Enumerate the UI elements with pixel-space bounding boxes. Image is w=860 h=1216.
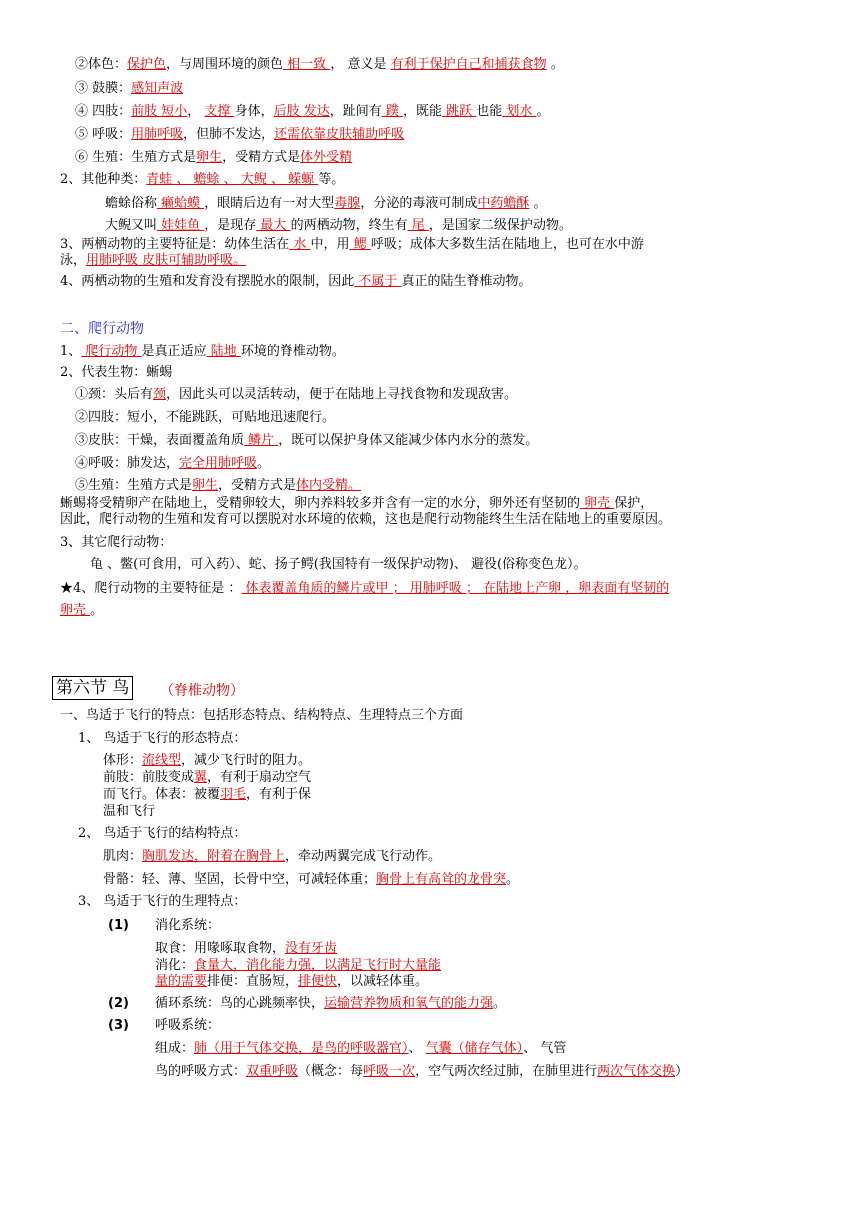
body-text: 2、代表生物：蜥蜴 [60,365,173,380]
body-text: ③皮肤：干燥，表面覆盖角质 [75,433,245,448]
body-text: ④呼吸：肺发达， [75,456,180,471]
body-text: 蜥蜴将受精卵产在陆地上，受精卵较大，卵内养料较多并含有一定的水分，卵外还有坚韧的 [60,496,581,511]
body-text: 保护， [614,496,654,511]
body-text: 等。 [318,172,345,187]
answer-text: 双重呼吸 [246,1064,299,1079]
body-text: ，既能 [403,104,443,119]
text-line [105,196,546,212]
text-line [60,365,172,381]
answer-text: 两次气体交换 [597,1064,676,1079]
list-number: (3) [108,1018,129,1033]
answer-text: 支撑 [204,104,235,119]
body-text: （概念：每 [298,1064,364,1079]
text-line [75,387,517,403]
answer-text: 排便快 [298,974,338,989]
answer-text: 量的需要 [155,974,208,989]
body-text: 。 [546,57,564,72]
body-text: 温和飞行 [103,804,156,819]
body-text: ，以减轻体重。 [337,974,429,989]
body-text: 3、两栖动物的主要特征是：幼体生活在 [60,237,290,252]
body-text: ③ 鼓膜： [75,81,132,96]
body-text: 、 气管 [523,1041,567,1056]
body-text: ，与周围环境的颜色 [166,57,284,72]
answer-text: 卵生 [196,150,223,165]
body-text: 一、鸟适于飞行的特点：包括形态特点、结构特点、生理特点三个方面 [60,708,464,723]
body-text: 3、 鸟适于飞行的生理特点： [78,894,247,909]
list-number: (1) [108,918,129,933]
answer-text: 爬行动物 [81,344,142,359]
text-line [90,557,587,573]
body-text: ，趾间有 [329,104,382,119]
body-text: ） [675,1064,689,1079]
text-line [103,753,311,769]
text-line [103,770,311,786]
body-text: 的两栖动物，终生有 [290,218,408,233]
answer-text: 呼吸一次 [363,1064,416,1079]
body-text: ②体色： [75,57,128,72]
text-line [155,996,506,1012]
body-text: 骨骼：轻、薄、坚固，长骨中空，可减轻体重； [103,872,377,887]
body-text: 组成： [155,1041,195,1056]
text-line [155,1018,220,1034]
body-text: ，牵动两翼完成飞行动作。 [285,849,442,864]
body-text: 4、两栖动物的生殖和发育没有摆脱水的限制，因此 [60,274,355,289]
body-text: 身体， [234,104,274,119]
body-text: ，因此头可以灵活转动，便于在陆地上寻找食物和发现敌害。 [166,387,518,402]
text-line [75,57,564,73]
body-text: ②四肢：短小，不能跳跃，可贴地迅速爬行。 [75,410,336,425]
text-line [60,496,653,512]
body-text: 鸟的呼吸方式： [155,1064,247,1079]
body-text: 3、其它爬行动物： [60,535,173,550]
answer-text: 胸骨上有高耸的龙骨突 [376,872,507,887]
body-text: ，眼睛后边有一对大型 [204,196,335,211]
body-text: ，空气两次经过肺，在肺里进行 [415,1064,598,1079]
body-text: 是真正适应 [141,344,207,359]
body-text: 因此，爬行动物的生殖和发育可以摆脱对水环境的依赖，这也是爬行动物能终生生活在陆地上的重要原因。 [60,512,672,527]
answer-text: 完全用肺呼吸 [179,456,258,471]
answer-text: 体表覆盖角质的鳞片或甲 ； 用肺呼吸 ； 在陆地上产卵 ，卵表面有坚韧的 [241,581,670,596]
answer-text: 鳃 [349,237,371,252]
answer-text: 中药蟾酥 [477,196,530,211]
answer-text: 跳跃 [442,104,477,119]
text-line [60,581,669,597]
body-text: 。 [493,996,507,1011]
answer-text: 用肺呼吸 [131,127,184,142]
answer-text: 后肢 发达 [273,104,330,119]
text-line [155,918,220,934]
body-text: ，既可以保护身体又能减少体内水分的蒸发。 [278,433,539,448]
text-line [103,804,155,820]
answer-text: 食量大，消化能力强，以满足飞行时大量能 [194,958,442,973]
text-line [75,433,538,449]
body-text: 2、其他种类： [60,172,147,187]
text-line [60,274,532,290]
answer-text: 没有牙齿 [285,941,338,956]
answer-text: 气囊（储存气体） [425,1041,524,1056]
text-line [103,849,441,865]
text-line [60,237,644,253]
body-text: ①颈：头后有 [75,387,154,402]
text-line [78,826,246,842]
body-text: ，受精方式是 [222,150,301,165]
chapter-subtitle: （脊椎动物） [160,683,244,699]
body-text: 呼吸；成体大多数生活在陆地上，也可在水中游 [370,237,644,252]
body-text: 1、 鸟适于飞行的形态特点： [78,731,247,746]
body-text: 取食：用喙啄取食物， [155,941,286,956]
body-text: ⑤ 呼吸： [75,127,132,142]
body-text: 肌肉： [103,849,143,864]
body-text: 大鲵又叫 [105,218,158,233]
answer-text: 肺（用于气体交换，是鸟的呼吸器官） [194,1041,409,1056]
answer-text: 有利于保护自己和捕获食物 [390,57,547,72]
text-line [105,218,572,234]
body-text: ④ 四肢： [75,104,132,119]
body-text: 也能 [476,104,503,119]
answer-text: 最大 [256,218,291,233]
answer-text: 流线型 [142,753,182,768]
list-number: (2) [108,996,129,1011]
body-text: 消化： [155,958,195,973]
text-line [60,535,172,551]
body-text: ，是现存 [204,218,257,233]
answer-text: 青蛙 、 蟾蜍 、 大鲵 、 蝾螈 [146,172,319,187]
answer-text: 翼 [194,770,208,785]
body-text: ，但肺不发达， [183,127,275,142]
text-line [155,941,337,957]
text-line [75,456,270,472]
body-text: 泳， [60,253,87,268]
text-line [155,1064,688,1080]
text-line [75,150,352,166]
body-text: 体形： [103,753,143,768]
answer-text: 用肺呼吸 皮肤可辅助呼吸。 [86,253,247,268]
section-heading-reptiles: 二、爬行动物 [60,321,144,337]
answer-text: 陆地 [206,344,241,359]
body-text: 。 [257,456,271,471]
chapter-title-box: 第六节 鸟 [52,676,133,700]
answer-text: 体外受精 [300,150,353,165]
body-text: 。 [90,603,104,618]
text-line [75,410,335,426]
text-line [75,127,404,143]
answer-text: 感知声波 [131,81,184,96]
text-line [60,603,103,619]
text-line [60,512,671,528]
body-text: 而飞行。体表：被覆 [103,787,221,802]
answer-text: 尾 [407,218,429,233]
body-text: ★4、爬行动物的主要特征是 ： [60,581,242,596]
body-text: 2、 鸟适于飞行的结构特点： [78,826,247,841]
text-line [155,1041,566,1057]
body-text: ， [187,104,205,119]
answer-text: 蹼 [381,104,403,119]
answer-text: 保护色 [127,57,167,72]
body-text: 呼吸系统： [155,1018,221,1033]
body-text: 循环系统：鸟的心跳频率快， [155,996,325,1011]
text-line [103,787,311,803]
body-text: ，有利于保 [246,787,312,802]
body-text: 前肢：前肢变成 [103,770,195,785]
body-text: ⑤生殖：生殖方式是 [75,478,193,493]
body-text: 龟 、鳖(可食用，可入药）、蛇、扬子鳄(我国特有一级保护动物)、 避役(俗称变色龙）。 [90,557,587,572]
answer-text: 鳞片 [244,433,279,448]
answer-text: 不属于 [354,274,402,289]
text-line [78,731,246,747]
answer-text: 水 [289,237,311,252]
body-text: 中，用 [310,237,350,252]
body-text: 真正的陆生脊椎动物。 [401,274,532,289]
answer-text: 娃娃鱼 [157,218,205,233]
answer-text: 卵壳 [580,496,615,511]
text-line [75,104,550,120]
answer-text: 体内受精。 [296,478,362,493]
answer-text: 运输营养物质和氧气的能力强 [324,996,494,1011]
body-text: ， 意义是 [330,57,391,72]
answer-text: 还需依靠皮肤辅助呼吸 [274,127,405,142]
body-text: ，减少飞行时的阻力。 [181,753,312,768]
body-text: 、 [408,1041,426,1056]
body-text: ，分泌的毒液可制成 [360,196,478,211]
answer-text: 相一致 [283,57,331,72]
body-text: ，受精方式是 [218,478,297,493]
body-text: 1、 [60,344,82,359]
answer-text: 划水 [502,104,537,119]
text-line [60,172,344,188]
text-line [60,344,345,360]
body-text: 。 [506,872,520,887]
body-text: ，是国家二级保护动物。 [428,218,572,233]
answer-text: 毒腺 [334,196,361,211]
answer-text: 前肢 短小 [131,104,188,119]
body-text: ⑥ 生殖：生殖方式是 [75,150,197,165]
answer-text: 卵壳 [60,603,91,618]
text-line [60,253,246,269]
answer-text: 羽毛 [220,787,247,802]
text-line [75,478,361,494]
text-line [155,974,428,990]
answer-text: 胸肌发达，附着在胸骨上 [142,849,286,864]
text-line [103,872,519,888]
text-line [75,81,183,97]
answer-text: 颈 [153,387,167,402]
body-text: 。 [536,104,550,119]
text-line [78,894,246,910]
body-text: 环境的脊椎动物。 [240,344,345,359]
body-text: 。 [529,196,547,211]
body-text: 排便：直肠短， [207,974,299,989]
answer-text: 卵生 [192,478,219,493]
text-line [60,708,463,724]
body-text: ，有利于扇动空气 [207,770,312,785]
text-line [155,958,441,974]
answer-text: 癞蛤蟆 [157,196,205,211]
body-text: 蟾蜍俗称 [105,196,158,211]
body-text: 消化系统： [155,918,221,933]
